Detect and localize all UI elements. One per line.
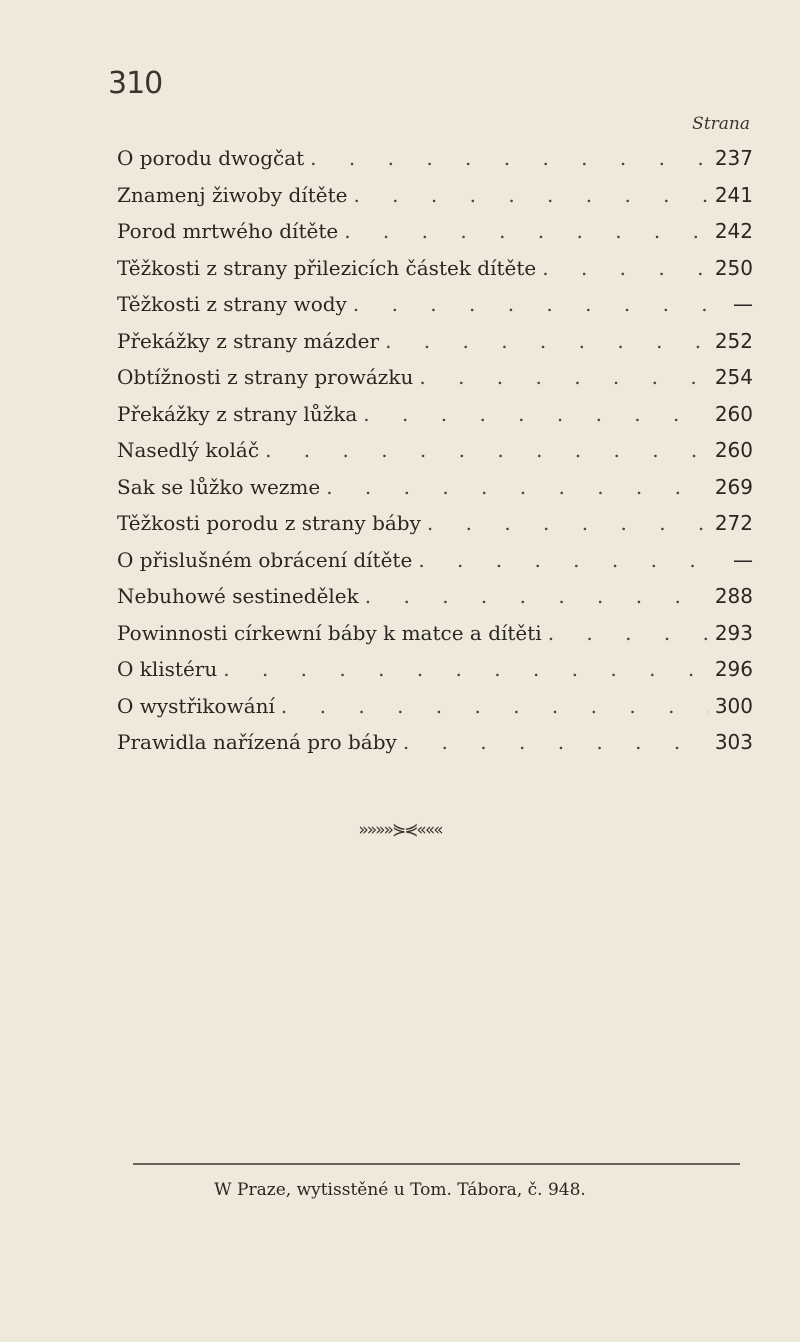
toc-leader-dots (353, 183, 708, 207)
toc-page-number: 269 (714, 474, 753, 499)
toc-leader-dots (310, 146, 709, 170)
toc-page-number: 260 (714, 401, 753, 426)
toc-entry-title: Znamenj žiwoby dítěte (117, 182, 348, 207)
toc-page-number: 293 (714, 620, 753, 645)
toc-page-number: 250 (714, 255, 753, 280)
toc-row (117, 402, 753, 439)
footer-rule (133, 1163, 740, 1165)
toc-leader-dots (403, 730, 709, 754)
toc-row (117, 146, 753, 183)
toc-entry-title: O porodu dwogčat (117, 146, 305, 170)
toc-entry-title: Těžkosti porodu z strany báby (117, 511, 421, 535)
toc-row (117, 730, 753, 767)
toc-entry-title: Nebuhowé sestinedělek (117, 584, 359, 608)
toc-entry-title: Prawidla nařízená pro báby (117, 730, 397, 754)
toc-leader-dots (265, 438, 709, 462)
toc-row (117, 365, 753, 402)
toc-leader-dots (542, 256, 709, 280)
toc-row (117, 511, 753, 548)
toc-entry-title: Těžkosti z strany přilezicích částek dítěte (117, 255, 537, 280)
toc-leader-dots (419, 365, 708, 389)
toc-row (117, 219, 753, 256)
toc-leader-dots (363, 402, 709, 426)
toc-leader-dots (353, 292, 727, 316)
toc-page-number: 296 (714, 657, 753, 681)
toc-entry-title: Powinnosti církewní báby k matce a dítěti (117, 620, 542, 645)
page-number: 310 (108, 66, 163, 101)
toc-leader-dots (385, 329, 709, 353)
toc-row (117, 584, 753, 621)
toc-entry-title: O přislušném obrácení dítěte (117, 547, 413, 572)
toc-entry-title: Těžkosti z strany wody (117, 292, 347, 316)
toc-entry-title: Obtížnosti z strany prowázku (117, 365, 414, 389)
toc-entry-title: Nasedlý koláč (117, 438, 260, 462)
table-of-contents (117, 146, 753, 767)
toc-row (117, 329, 753, 366)
toc-entry-title: O wystřikowání (117, 693, 275, 718)
toc-row (117, 183, 753, 220)
toc-row (117, 657, 753, 694)
toc-leader-dots (548, 621, 709, 645)
toc-leader-dots (281, 694, 709, 718)
toc-page-number: — (733, 547, 753, 572)
toc-entry-title: Porod mrtwého dítěte (117, 219, 339, 243)
toc-page-number: 241 (714, 182, 753, 207)
toc-page-number: 288 (714, 584, 753, 608)
toc-entry-title: Sak se lůžko wezme (117, 474, 321, 499)
toc-leader-dots (344, 219, 709, 243)
toc-page-number: 303 (714, 730, 753, 754)
toc-row (117, 694, 753, 731)
toc-entry-title: O klistéru (117, 657, 218, 681)
toc-leader-dots (427, 511, 709, 535)
toc-leader-dots (223, 657, 709, 681)
toc-row (117, 621, 753, 658)
toc-leader-dots (365, 584, 709, 608)
toc-entry-title: Překážky z strany mázder (117, 328, 380, 353)
toc-page-number: 254 (714, 365, 753, 389)
toc-row (117, 292, 753, 329)
toc-page-number: 260 (714, 438, 753, 462)
column-heading: Strana (692, 114, 750, 134)
toc-page-number: 242 (714, 219, 753, 243)
toc-row (117, 256, 753, 293)
toc-row (117, 475, 753, 512)
printer-imprint: W Praze, wytisstěné u Tom. Tábora, č. 948. (214, 1180, 586, 1200)
toc-page-number: 300 (714, 693, 753, 718)
toc-row (117, 438, 753, 475)
toc-leader-dots (418, 548, 727, 572)
toc-row (117, 548, 753, 585)
ornament-divider: »»»»⋟⋞««« (358, 820, 442, 840)
toc-leader-dots (326, 475, 709, 499)
toc-page-number: 237 (714, 146, 753, 170)
toc-page-number: 272 (714, 511, 753, 535)
toc-page-number: — (733, 292, 753, 316)
toc-entry-title: Překážky z strany lůžka (117, 401, 358, 426)
toc-page-number: 252 (714, 328, 753, 353)
